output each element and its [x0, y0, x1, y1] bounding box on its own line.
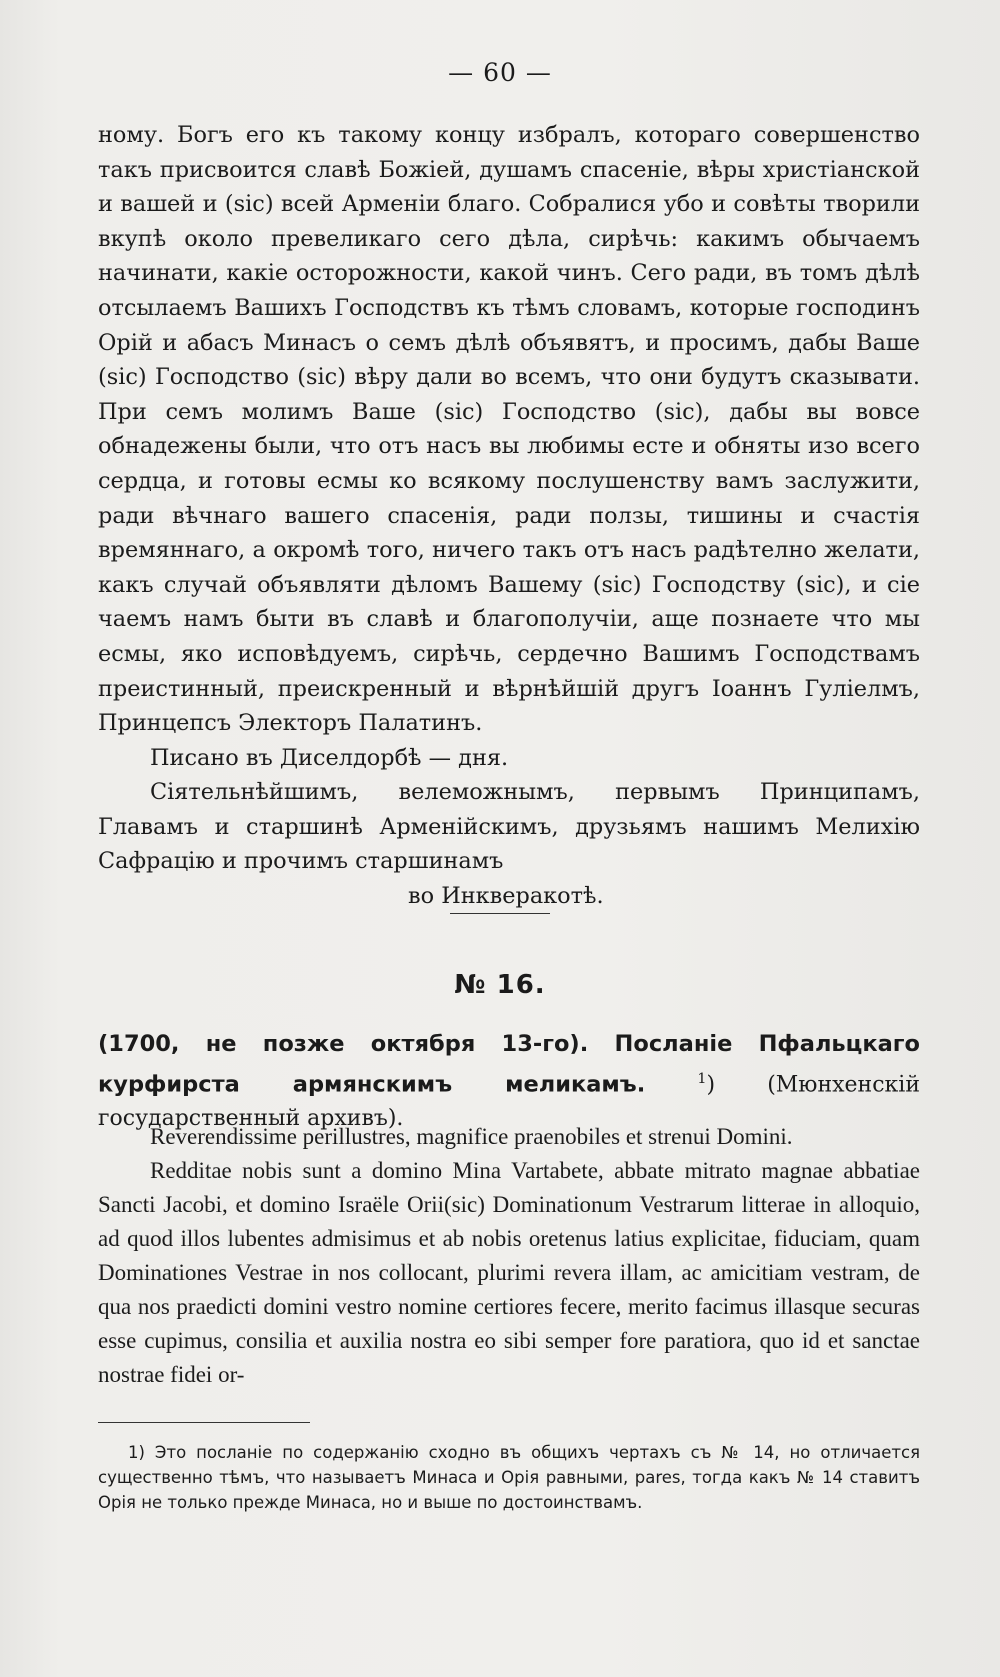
document-source: ) (Мюнхенскій государственный архивъ).	[98, 1072, 920, 1132]
letter-body	[98, 118, 920, 914]
paragraph-date: Писано въ Диселдорбѣ — дня.	[150, 744, 509, 771]
document-number: № 16.	[454, 970, 546, 1000]
document-title: (1700, не позже октября 13-го). Посланіе Пфальцкаго курфирста армянскимъ меликамъ.	[98, 1031, 920, 1098]
footnote	[98, 1440, 920, 1515]
footnote-text: 1) Это посланіе по содержанію сходно въ общихъ чертахъ съ № 14, но отличается существенно тѣмъ, что называетъ Минаса и Орія равными, pares, тогда какъ № 14 ставитъ Орія не только прежде Минаса, но и выше по достоинствамъ.	[98, 1443, 920, 1512]
footnote-marker: 1	[697, 1071, 707, 1087]
section-divider	[450, 913, 550, 914]
page-number: — 60 —	[448, 58, 552, 87]
paragraph-main: ному. Богъ его къ такому концу избралъ, котораго совершенство такъ присвоится славѣ Божіей, душамъ спасеніе, вѣры христіанской и вашей и (sic) всей Арменіи благо. Собралися убо и совѣты творили вкупѣ около превеликаго сего дѣла, сирѣчь: какимъ обычаемъ начинати, какіе осторожности, какой чинъ. Сего ради, въ томъ дѣлѣ отсылаемъ Вашихъ Господствъ къ тѣмъ словамъ, которые господинъ Орій и абасъ Минасъ о семъ дѣлѣ объявятъ, и просимъ, дабы Ваше (sic) Господство (sic) вѣру дали во всемъ, что они будутъ сказывати. При семъ молимъ Ваше (sic) Господство (sic), дабы вы вовсе обнадежены были, что отъ насъ вы любимы есте и обняты изо всего сердца, и готовы есмы ко всякому послушенству вамъ заслужити, ради вѣчнаго вашего спасенія, ради ползы, тишины и счастія времяннаго, а окромѣ того, ничего такъ отъ насъ радѣтелно желати, какъ случай объявляти дѣломъ Вашему (sic) Господству (sic), и сіе чаемъ намъ быти въ славѣ и благополучіи, аще познаете что мы есмы, яко исповѣдуемъ, сирѣчь, сердечно Вашимъ Господствамъ преистинный, преискренный и вѣрнѣйшій другъ Іоаннъ Гуліелмъ, Принцепсъ Электоръ Палатинъ.	[98, 122, 920, 737]
latin-letter	[98, 1120, 920, 1392]
latin-paragraph: Redditae nobis sunt a domino Mina Vartabete, abbate mitrato magnae abbatiae Sancti Jacobi, et domino Israële Orii(sic) Dominationum Vestrarum litterae in alloquio, ad quod illos lubentes admisimus et ab nobis oretenus latius explicitae, fiduciam, quam Dominationes Vestrae in nos collocant, plurimi revera illam, ac amicitiam vestram, de qua nos praedicti domini vestro nomine certiores fecere, merito facimus illasque securas esse cupimus, consilia et auxilia nostra eo sibi semper fore paratiora, quo id et sanctae nostrae fidei or-	[98, 1158, 920, 1387]
paragraph-address: Сіятельнѣйшимъ, велеможнымъ, первымъ Принципамъ, Главамъ и старшинѣ Арменійскимъ, друзьямъ нашимъ Мелихію Сафрацію и прочимъ старшинамъ	[98, 779, 920, 875]
footnote-rule	[98, 1422, 310, 1423]
paragraph-place: во Инкверакотѣ.	[408, 883, 604, 910]
latin-salutation: Reverendissime perillustres, magnifice praenobiles et strenui Domini.	[150, 1124, 793, 1149]
